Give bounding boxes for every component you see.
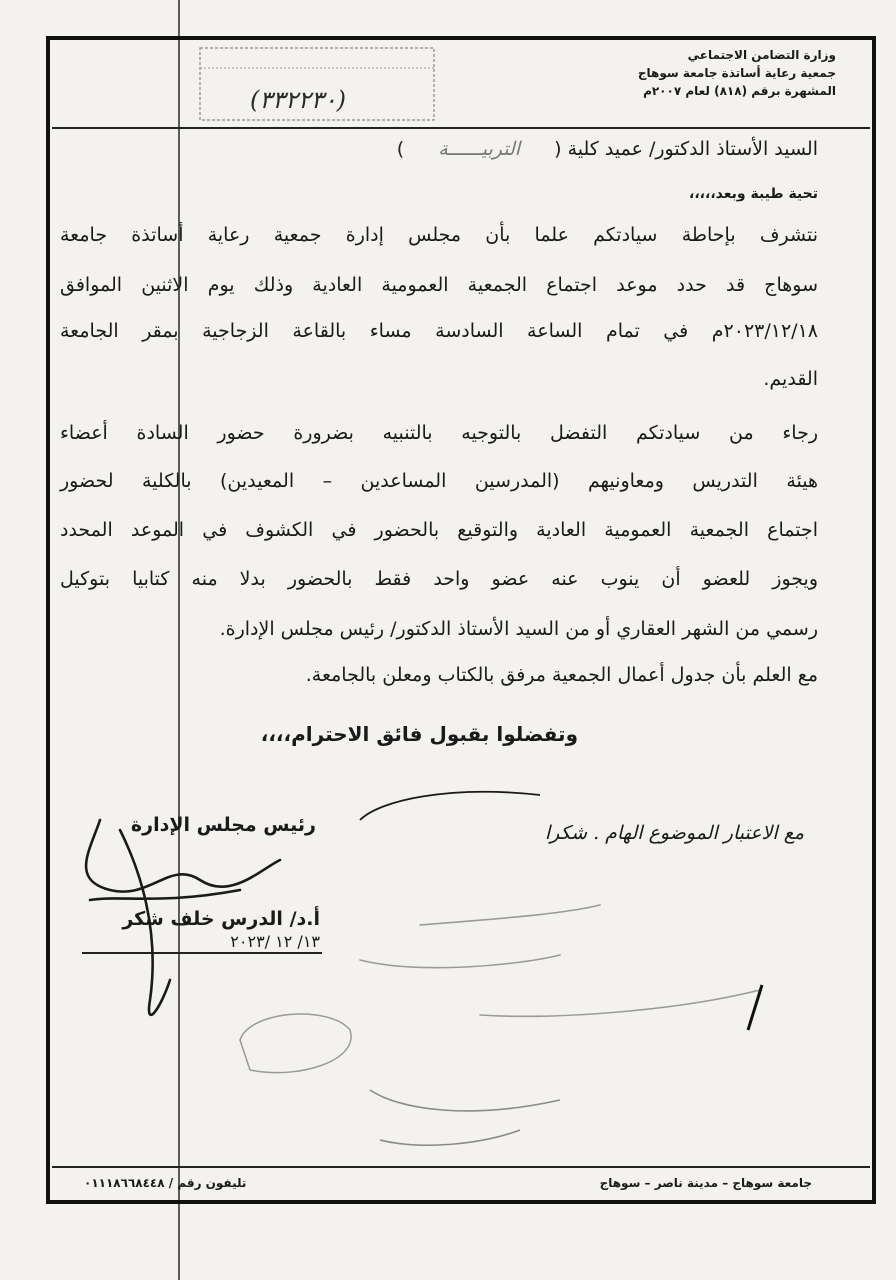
stamp-number: (٣٣٢٢٣٠) <box>249 86 347 114</box>
ministry-name: وزارة التضامن الاجتماعي <box>687 48 836 62</box>
footer-address: جامعة سوهاج – مدينة ناصر – سوهاج <box>599 1176 812 1190</box>
signature-underline <box>82 952 322 954</box>
signatory-title: رئيس مجلس الإدارة <box>130 814 316 836</box>
body-line-10: مع العلم بأن جدول أعمال الجمعية مرفق بالكتاب ومعلن بالجامعة. <box>305 664 818 686</box>
body-line-7: اجتماع الجمعية العمومية العادية والتوقيع بالحضور في الكشوف في الموعد المحدد <box>60 519 818 541</box>
registration-number: المشهرة برقم (٨١٨) لعام ٢٠٠٧م <box>643 84 836 98</box>
addressee-line <box>397 138 818 160</box>
faculty-name: التربيــــــة <box>438 138 521 160</box>
body-line-3: ٢٠٢٣/١٢/١٨م في تمام الساعة السادسة مساء بالقاعة الزجاجية بمقر الجامعة <box>60 320 818 342</box>
signature-date: ١٣/ ١٢ /٢٠٢٣ <box>230 932 320 951</box>
body-line-5: رجاء من سيادتكم التفضل بالتوجيه بالتنبيه بضرورة حضور السادة أعضاء <box>60 422 818 444</box>
association-name: جمعية رعاية أساتذة جامعة سوهاج <box>637 66 836 80</box>
footer-phone: تليفون رقم / ٠١١١٨٦٦٨٤٤٨ <box>84 1176 247 1190</box>
addressee-close: ) <box>396 138 405 160</box>
body-line-9: رسمي من الشهر العقاري أو من السيد الأستاذ الدكتور/ رئيس مجلس الإدارة. <box>219 618 818 640</box>
footer-divider <box>52 1166 870 1168</box>
body-line-4: القديم. <box>763 368 818 390</box>
addressee-text: السيد الأستاذ الدكتور/ عميد كلية ( <box>554 138 818 160</box>
closing-phrase: وتفضلوا بقبول فائق الاحترام،،،، <box>260 722 578 746</box>
header-divider <box>52 127 870 129</box>
handwritten-note: مع الاعتبار الموضوع الهام . شكرا <box>544 822 804 844</box>
signatory-name: أ.د/ الدرس خلف شكر <box>122 908 320 930</box>
letterhead <box>536 46 836 100</box>
body-line-6: هيئة التدريس ومعاونيهم (المدرسين المساعدين – المعيدين) بالكلية لحضور <box>60 470 818 492</box>
incoming-stamp <box>198 46 436 122</box>
greeting: تحية طيبة وبعد،،،،، <box>689 186 818 202</box>
body-line-2: سوهاج قد حدد موعد اجتماع الجمعية العمومية العادية وذلك يوم الاثنين الموافق <box>60 274 818 296</box>
body-line-1: نتشرف بإحاطة سيادتكم علما بأن مجلس إدارة جمعية رعاية أساتذة جامعة <box>60 224 818 246</box>
body-line-8: ويجوز للعضو أن ينوب عنه عضو واحد فقط بالحضور بدلا منه كتابيا بتوكيل <box>60 568 818 590</box>
